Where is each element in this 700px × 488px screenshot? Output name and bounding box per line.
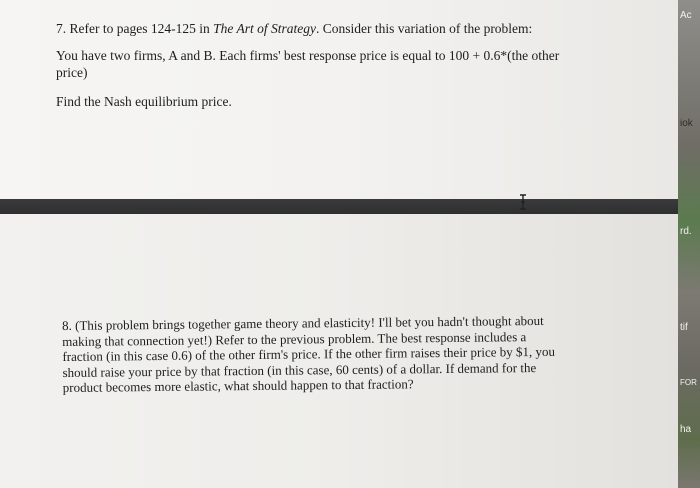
question-8-line-5: product becomes more elastic, what should happen to that fraction? [62, 376, 414, 395]
page-divider-bar [0, 199, 678, 214]
background-window-strip [678, 0, 700, 488]
question-8-line-2: making that connection yet!) Refer to the previous problem. The best response includes a [62, 328, 527, 349]
question-7 [56, 20, 616, 110]
question-7-title: 7. Refer to pages 124-125 in The Art of Strategy. Consider this variation of the problem: [56, 21, 533, 36]
document-page-top [0, 0, 678, 199]
side-fragment-2: iok [680, 118, 693, 129]
side-fragment-1: Ac [680, 10, 692, 21]
question-8-line-1: 8. (This problem brings together game theory and elasticity! I'll bet you hadn't thought about [62, 312, 544, 333]
question-8-line-3: fraction (in this case 0.6) of the other firm's price. If the other firm raises their price by $1, you [62, 343, 556, 364]
document-page-bottom [0, 214, 678, 488]
question-7-line-2: price) [56, 65, 88, 80]
side-fragment-3: rd. [680, 226, 692, 237]
side-fragment-4: tif [680, 322, 688, 333]
question-7-line-1: You have two firms, A and B. Each firms' best response price is equal to 100 + 0.6*(the other [56, 48, 560, 63]
question-7-prompt: Find the Nash equilibrium price. [56, 94, 232, 109]
side-fragment-5: FOR [680, 378, 697, 387]
question-8 [62, 312, 603, 395]
side-fragment-6: ha [680, 424, 692, 435]
book-title: The Art of Strategy [213, 21, 316, 36]
text-cursor-icon [518, 194, 528, 210]
question-8-line-4: should raise your price by that fraction (in this case, 60 cents) of a dollar. If demand for the [62, 359, 537, 380]
